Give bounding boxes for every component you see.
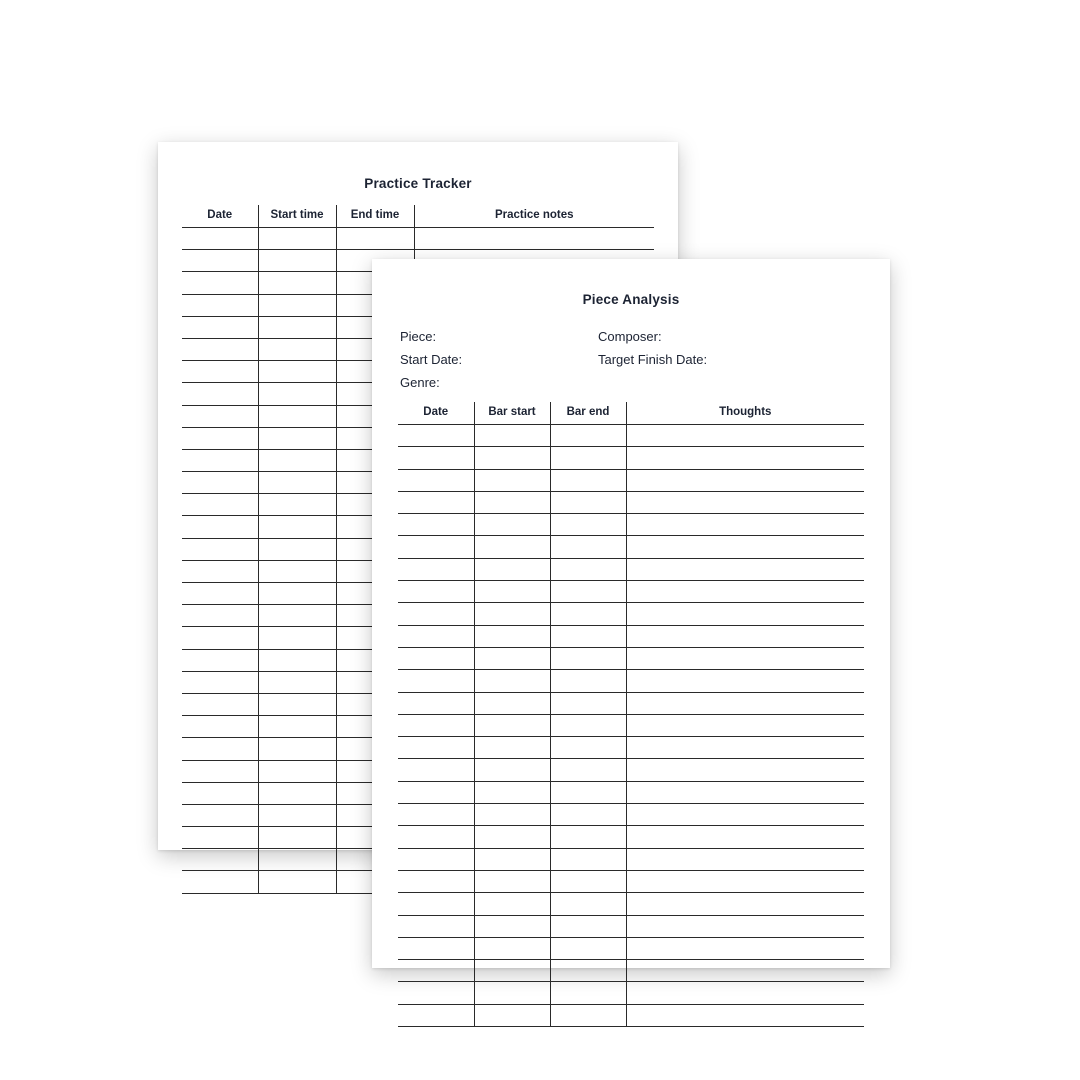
- table-cell[interactable]: [258, 827, 336, 849]
- table-row[interactable]: [398, 514, 864, 536]
- table-row[interactable]: [398, 848, 864, 870]
- table-cell[interactable]: [182, 427, 258, 449]
- table-cell[interactable]: [626, 647, 864, 669]
- table-cell[interactable]: [474, 491, 550, 513]
- table-cell[interactable]: [182, 316, 258, 338]
- table-cell[interactable]: [626, 603, 864, 625]
- table-cell[interactable]: [398, 937, 474, 959]
- table-cell[interactable]: [258, 560, 336, 582]
- table-cell[interactable]: [182, 693, 258, 715]
- table-cell[interactable]: [550, 759, 626, 781]
- piece-analysis-table-wrapper: [398, 402, 864, 1027]
- table-cell[interactable]: [258, 427, 336, 449]
- table-row[interactable]: [398, 759, 864, 781]
- table-cell[interactable]: [474, 737, 550, 759]
- table-cell[interactable]: [474, 670, 550, 692]
- piece-analysis-table: [398, 402, 864, 1027]
- table-cell[interactable]: [398, 558, 474, 580]
- table-cell[interactable]: [398, 670, 474, 692]
- table-cell[interactable]: [258, 449, 336, 471]
- table-cell[interactable]: [474, 714, 550, 736]
- table-cell[interactable]: [182, 605, 258, 627]
- table-row[interactable]: [398, 804, 864, 826]
- table-row[interactable]: [398, 447, 864, 469]
- table-cell[interactable]: [398, 759, 474, 781]
- table-cell[interactable]: [474, 960, 550, 982]
- table-cell[interactable]: [550, 915, 626, 937]
- table-cell[interactable]: [258, 316, 336, 338]
- table-cell[interactable]: [550, 714, 626, 736]
- table-cell[interactable]: [398, 915, 474, 937]
- table-row[interactable]: [398, 647, 864, 669]
- table-cell[interactable]: [398, 960, 474, 982]
- table-cell[interactable]: [550, 536, 626, 558]
- table-cell[interactable]: [550, 870, 626, 892]
- table-cell[interactable]: [258, 516, 336, 538]
- table-cell[interactable]: [474, 469, 550, 491]
- table-cell[interactable]: [626, 915, 864, 937]
- table-cell[interactable]: [474, 982, 550, 1004]
- table-cell[interactable]: [258, 760, 336, 782]
- table-row[interactable]: [398, 603, 864, 625]
- table-cell[interactable]: [398, 737, 474, 759]
- column-header-bar-start: Bar start: [474, 402, 550, 425]
- table-cell[interactable]: [626, 937, 864, 959]
- table-cell[interactable]: [182, 472, 258, 494]
- table-row[interactable]: [398, 536, 864, 558]
- table-cell[interactable]: [474, 781, 550, 803]
- table-cell[interactable]: [182, 849, 258, 871]
- table-cell[interactable]: [474, 870, 550, 892]
- table-cell[interactable]: [474, 447, 550, 469]
- piece-analysis-page[interactable]: [372, 259, 890, 968]
- table-cell[interactable]: [258, 361, 336, 383]
- table-row[interactable]: [398, 491, 864, 513]
- table-cell[interactable]: [398, 781, 474, 803]
- table-cell[interactable]: [550, 1004, 626, 1026]
- column-header-date: Date: [182, 205, 258, 228]
- table-cell[interactable]: [474, 826, 550, 848]
- table-cell[interactable]: [258, 472, 336, 494]
- table-cell[interactable]: [626, 692, 864, 714]
- table-cell[interactable]: [474, 625, 550, 647]
- table-cell[interactable]: [398, 469, 474, 491]
- table-cell[interactable]: [626, 425, 864, 447]
- table-cell[interactable]: [182, 338, 258, 360]
- table-cell[interactable]: [626, 960, 864, 982]
- table-cell[interactable]: [398, 625, 474, 647]
- table-cell[interactable]: [398, 870, 474, 892]
- table-cell[interactable]: [626, 1004, 864, 1026]
- table-cell[interactable]: [474, 848, 550, 870]
- column-header-practice-notes: Practice notes: [414, 205, 654, 228]
- table-cell[interactable]: [258, 272, 336, 294]
- table-cell[interactable]: [182, 649, 258, 671]
- table-cell[interactable]: [182, 228, 258, 250]
- table-cell[interactable]: [474, 759, 550, 781]
- table-cell[interactable]: [258, 649, 336, 671]
- table-row[interactable]: [398, 982, 864, 1004]
- table-cell[interactable]: [182, 871, 258, 893]
- table-cell[interactable]: [474, 425, 550, 447]
- table-row[interactable]: [398, 670, 864, 692]
- table-cell[interactable]: [258, 693, 336, 715]
- table-cell[interactable]: [550, 469, 626, 491]
- table-cell[interactable]: [336, 228, 414, 250]
- table-cell[interactable]: [398, 491, 474, 513]
- table-cell[interactable]: [398, 536, 474, 558]
- table-cell[interactable]: [398, 425, 474, 447]
- table-cell[interactable]: [182, 449, 258, 471]
- table-row[interactable]: [398, 915, 864, 937]
- table-cell[interactable]: [182, 560, 258, 582]
- field-genre-value: [598, 375, 862, 390]
- table-cell[interactable]: [182, 716, 258, 738]
- table-cell[interactable]: [182, 827, 258, 849]
- table-cell[interactable]: [550, 603, 626, 625]
- table-cell[interactable]: [550, 982, 626, 1004]
- table-cell[interactable]: [182, 272, 258, 294]
- table-row[interactable]: [398, 714, 864, 736]
- table-cell[interactable]: [398, 893, 474, 915]
- table-cell[interactable]: [626, 737, 864, 759]
- table-cell[interactable]: [182, 383, 258, 405]
- table-row[interactable]: [398, 469, 864, 491]
- table-cell[interactable]: [474, 804, 550, 826]
- table-cell[interactable]: [626, 759, 864, 781]
- table-cell[interactable]: [398, 514, 474, 536]
- table-cell[interactable]: [626, 558, 864, 580]
- table-cell[interactable]: [474, 692, 550, 714]
- table-cell[interactable]: [182, 516, 258, 538]
- table-cell[interactable]: [626, 670, 864, 692]
- table-row[interactable]: [398, 893, 864, 915]
- page-title: Practice Tracker: [364, 176, 472, 191]
- table-cell[interactable]: [550, 625, 626, 647]
- table-cell[interactable]: [258, 405, 336, 427]
- table-cell[interactable]: [258, 782, 336, 804]
- table-cell[interactable]: [626, 714, 864, 736]
- column-header-bar-end: Bar end: [550, 402, 626, 425]
- table-cell[interactable]: [182, 760, 258, 782]
- table-cell[interactable]: [414, 228, 654, 250]
- table-row[interactable]: [398, 737, 864, 759]
- table-cell[interactable]: [182, 538, 258, 560]
- table-cell[interactable]: [626, 826, 864, 848]
- table-cell[interactable]: [258, 583, 336, 605]
- table-cell[interactable]: [550, 804, 626, 826]
- table-cell[interactable]: [398, 826, 474, 848]
- table-cell[interactable]: [550, 425, 626, 447]
- table-cell[interactable]: [550, 937, 626, 959]
- field-genre-label[interactable]: Genre:: [400, 375, 440, 390]
- table-cell[interactable]: [626, 848, 864, 870]
- field-start-date-label[interactable]: Start Date:: [400, 352, 463, 367]
- table-row[interactable]: [398, 960, 864, 982]
- table-cell[interactable]: [550, 558, 626, 580]
- table-cell[interactable]: [182, 494, 258, 516]
- table-cell[interactable]: [398, 603, 474, 625]
- column-header-end-time: End time: [336, 205, 414, 228]
- table-cell[interactable]: [550, 447, 626, 469]
- table-cell[interactable]: [550, 581, 626, 603]
- table-cell[interactable]: [626, 514, 864, 536]
- field-target-finish-date-label[interactable]: Target Finish Date:: [598, 352, 708, 367]
- table-cell[interactable]: [258, 871, 336, 893]
- table-cell[interactable]: [626, 982, 864, 1004]
- table-cell[interactable]: [474, 536, 550, 558]
- table-cell[interactable]: [258, 671, 336, 693]
- table-cell[interactable]: [398, 581, 474, 603]
- table-cell[interactable]: [550, 848, 626, 870]
- table-row[interactable]: [398, 692, 864, 714]
- table-cell[interactable]: [182, 294, 258, 316]
- table-cell[interactable]: [258, 294, 336, 316]
- table-row[interactable]: [182, 228, 654, 250]
- table-cell[interactable]: [626, 804, 864, 826]
- table-cell[interactable]: [626, 781, 864, 803]
- table-cell[interactable]: [626, 469, 864, 491]
- table-cell[interactable]: [258, 338, 336, 360]
- table-cell[interactable]: [474, 558, 550, 580]
- metadata-row: [400, 329, 862, 344]
- table-cell[interactable]: [474, 581, 550, 603]
- table-cell[interactable]: [474, 603, 550, 625]
- table-cell[interactable]: [550, 491, 626, 513]
- piece-metadata-fields: [372, 329, 890, 390]
- table-cell[interactable]: [550, 692, 626, 714]
- table-cell[interactable]: [626, 625, 864, 647]
- table-cell[interactable]: [182, 782, 258, 804]
- table-cell[interactable]: [182, 583, 258, 605]
- table-cell[interactable]: [258, 627, 336, 649]
- table-row[interactable]: [398, 425, 864, 447]
- table-cell[interactable]: [182, 250, 258, 272]
- table-cell[interactable]: [398, 692, 474, 714]
- table-cell[interactable]: [550, 647, 626, 669]
- table-cell[interactable]: [626, 893, 864, 915]
- table-row[interactable]: [398, 581, 864, 603]
- table-cell[interactable]: [626, 491, 864, 513]
- table-cell[interactable]: [550, 737, 626, 759]
- column-header-date: Date: [398, 402, 474, 425]
- table-cell[interactable]: [626, 581, 864, 603]
- table-cell[interactable]: [258, 804, 336, 826]
- table-cell[interactable]: [258, 716, 336, 738]
- table-row[interactable]: [398, 625, 864, 647]
- table-cell[interactable]: [258, 605, 336, 627]
- field-composer-label[interactable]: Composer:: [598, 329, 662, 344]
- table-cell[interactable]: [258, 494, 336, 516]
- table-row[interactable]: [398, 937, 864, 959]
- table-cell[interactable]: [474, 647, 550, 669]
- table-cell[interactable]: [550, 826, 626, 848]
- table-cell[interactable]: [258, 383, 336, 405]
- table-cell[interactable]: [258, 849, 336, 871]
- table-cell[interactable]: [474, 514, 550, 536]
- table-cell[interactable]: [550, 960, 626, 982]
- piece-analysis-rows: [398, 425, 864, 1027]
- table-cell[interactable]: [398, 647, 474, 669]
- table-cell[interactable]: [626, 447, 864, 469]
- table-cell[interactable]: [182, 804, 258, 826]
- table-cell[interactable]: [626, 870, 864, 892]
- table-cell[interactable]: [258, 538, 336, 560]
- metadata-row: [400, 375, 862, 390]
- table-cell[interactable]: [474, 893, 550, 915]
- column-header-start-time: Start time: [258, 205, 336, 228]
- metadata-row: [400, 352, 862, 367]
- table-cell[interactable]: [182, 361, 258, 383]
- table-row[interactable]: [398, 826, 864, 848]
- table-cell[interactable]: [398, 1004, 474, 1026]
- table-cell[interactable]: [474, 915, 550, 937]
- table-row[interactable]: [398, 558, 864, 580]
- table-cell[interactable]: [182, 405, 258, 427]
- column-header-thoughts: Thoughts: [626, 402, 864, 425]
- table-row[interactable]: [398, 870, 864, 892]
- table-cell[interactable]: [474, 1004, 550, 1026]
- table-row[interactable]: [398, 781, 864, 803]
- table-header-row: [398, 402, 864, 425]
- table-cell[interactable]: [398, 982, 474, 1004]
- table-cell[interactable]: [182, 671, 258, 693]
- table-cell[interactable]: [550, 670, 626, 692]
- table-cell[interactable]: [398, 848, 474, 870]
- table-header-row: [182, 205, 654, 228]
- table-cell[interactable]: [550, 514, 626, 536]
- table-cell[interactable]: [398, 447, 474, 469]
- table-cell[interactable]: [182, 627, 258, 649]
- table-cell[interactable]: [550, 781, 626, 803]
- table-row[interactable]: [398, 1004, 864, 1026]
- table-cell[interactable]: [182, 738, 258, 760]
- table-cell[interactable]: [474, 937, 550, 959]
- table-cell[interactable]: [258, 250, 336, 272]
- table-cell[interactable]: [398, 714, 474, 736]
- table-cell[interactable]: [626, 536, 864, 558]
- table-cell[interactable]: [398, 804, 474, 826]
- table-cell[interactable]: [258, 228, 336, 250]
- table-cell[interactable]: [258, 738, 336, 760]
- field-piece-label[interactable]: Piece:: [400, 329, 437, 344]
- page-title: Piece Analysis: [582, 292, 680, 307]
- table-cell[interactable]: [550, 893, 626, 915]
